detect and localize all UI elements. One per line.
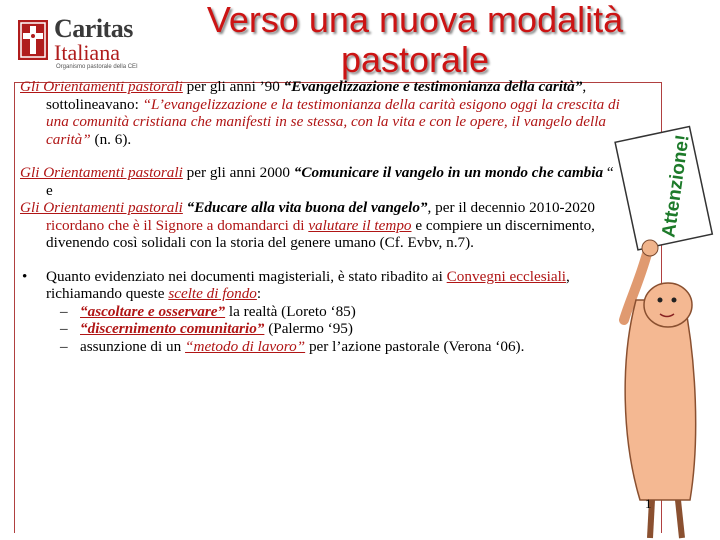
caritas-logo (16, 14, 166, 70)
slide-title: Verso una nuova modalità pastorale (206, 0, 624, 80)
paragraph-2: Gli Orientamenti pastorali per gli anni 2000 “Comunicare il vangelo in un mondo che cambia “ e (20, 164, 614, 199)
sub-item-palermo: – “discernimento comunitario” (Palermo ‘95) (60, 320, 353, 337)
logo-name-line2: Italiana (54, 40, 120, 65)
caritas-cross-icon (16, 18, 50, 62)
attention-sign-text: Attenzione! (658, 133, 694, 239)
paragraph-3: Gli Orientamenti pastorali “Educare alla vita buona del vangelo”, per il decennio 2010-2020 ricordano che è il Signore a domandarci di valutare il tempo e compiere un discernimento, divenendo così solidali con la storia del genere umano (Cf. Evbv, n.7). (20, 199, 595, 251)
bullet-symbol: • (22, 267, 28, 285)
sub-item-loreto: – “ascoltare e osservare” la realtà (Loreto ‘85) (60, 302, 356, 320)
orientamenti-link-1: Gli Orientamenti pastorali (20, 78, 183, 95)
sub-item-verona: – assunzione di un “metodo di lavoro” per l’azione pastorale (Verona ‘06). (60, 337, 525, 355)
page-number: 1 (645, 496, 652, 511)
slide-body (20, 78, 620, 355)
logo-name-line1: Caritas (54, 14, 133, 43)
bullet-convegni: • Quanto evidenziato nei documenti magisteriali, è stato ribadito ai Convegni ecclesiali, richiamando queste scelte di fondo: (22, 267, 570, 302)
orientamenti-link-2: Gli Orientamenti pastorali (20, 164, 183, 181)
attention-sign-figure (600, 100, 720, 540)
orientamenti-link-3: Gli Orientamenti pastorali (20, 199, 183, 216)
logo-tagline: Organismo pastorale della CEI (56, 64, 138, 70)
paragraph-1: Gli Orientamenti pastorali per gli anni ’90 “Evangelizzazione e testimonianza della carità”, sottolineavano: “L’evangelizzazione e la testimonianza della carità esigono oggi la crescita di una comunità cristiana che manifesti in se stessa, con la vita e con le opere, il vangelo della carità” (n. 6). (20, 78, 620, 148)
